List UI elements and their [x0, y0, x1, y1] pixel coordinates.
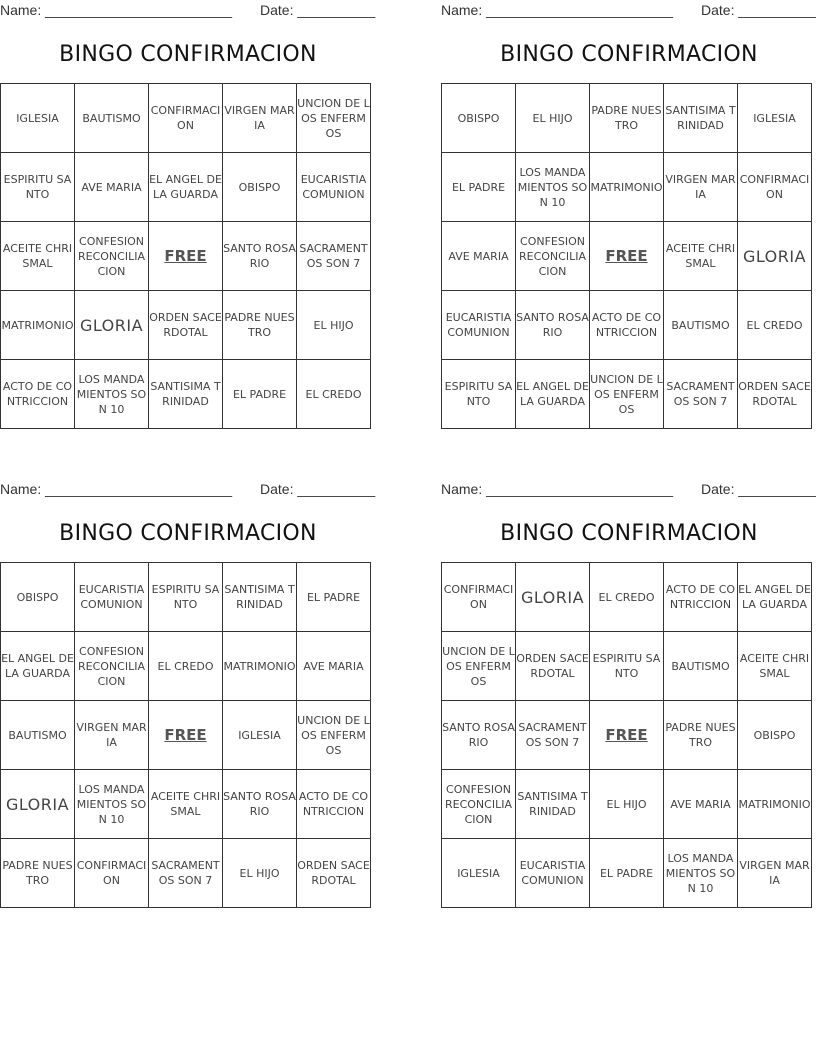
bingo-row [1, 701, 371, 770]
bingo-cell[interactable]: LOS MANDAMIENTOS SON 10 [75, 360, 149, 429]
bingo-cell[interactable]: EL ANGEL DE LA GUARDA [738, 563, 812, 632]
bingo-row [1, 839, 371, 908]
bingo-cell[interactable]: EL HIJO [516, 84, 590, 153]
bingo-free-cell[interactable]: FREE [590, 701, 664, 770]
bingo-row [1, 360, 371, 429]
bingo-cell[interactable]: CONFIRMACION [75, 839, 149, 908]
bingo-row [442, 563, 812, 632]
bingo-cell[interactable]: SACRAMENTOS SON 7 [516, 701, 590, 770]
date-field[interactable]: Date: __________ [260, 481, 376, 497]
bingo-cell[interactable]: LOS MANDAMIENTOS SON 10 [516, 153, 590, 222]
bingo-cell[interactable]: UNCION DE LOS ENFERMOS [590, 360, 664, 429]
bingo-cell[interactable]: MATRIMONIO [1, 291, 75, 360]
bingo-cell[interactable]: SANTO ROSARIO [223, 770, 297, 839]
bingo-row [442, 291, 812, 360]
bingo-cell[interactable]: MATRIMONIO [223, 632, 297, 701]
bingo-cell[interactable]: AVE MARIA [75, 153, 149, 222]
bingo-cell[interactable]: EL CREDO [738, 291, 812, 360]
bingo-row [1, 222, 371, 291]
bingo-cell[interactable]: IGLESIA [223, 701, 297, 770]
bingo-cell[interactable]: PADRE NUESTRO [1, 839, 75, 908]
bingo-cell[interactable]: ACEITE CHRISMAL [149, 770, 223, 839]
bingo-row [442, 701, 812, 770]
bingo-cell[interactable]: SACRAMENTOS SON 7 [297, 222, 371, 291]
bingo-cell[interactable]: AVE MARIA [297, 632, 371, 701]
bingo-cell[interactable]: SANTO ROSARIO [442, 701, 516, 770]
date-field[interactable]: Date: __________ [701, 2, 816, 18]
bingo-cell[interactable]: ORDEN SACERDOTAL [149, 291, 223, 360]
bingo-cell[interactable]: CONFIRMACION [738, 153, 812, 222]
bingo-cell[interactable]: IGLESIA [1, 84, 75, 153]
bingo-cell[interactable]: ACEITE CHRISMAL [1, 222, 75, 291]
bingo-cell[interactable]: UNCION DE LOS ENFERMOS [297, 84, 371, 153]
bingo-cell[interactable]: ACTO DE CONTRICCION [297, 770, 371, 839]
bingo-grid [0, 83, 371, 429]
date-field[interactable]: Date: __________ [701, 481, 816, 497]
bingo-cell[interactable]: EL PADRE [223, 360, 297, 429]
bingo-cell[interactable]: EL CREDO [149, 632, 223, 701]
bingo-cell[interactable]: CONFIRMACION [149, 84, 223, 153]
bingo-cell[interactable]: ACEITE CHRISMAL [664, 222, 738, 291]
bingo-cell[interactable]: GLORIA [516, 563, 590, 632]
date-field[interactable]: Date: __________ [260, 2, 376, 18]
bingo-cell[interactable]: ACTO DE CONTRICCION [664, 563, 738, 632]
bingo-cell[interactable]: EL HIJO [223, 839, 297, 908]
bingo-row [1, 153, 371, 222]
card-title: BINGO CONFIRMACION [59, 521, 317, 546]
bingo-cell[interactable]: ESPIRITU SANTO [442, 360, 516, 429]
bingo-row [1, 632, 371, 701]
card-title: BINGO CONFIRMACION [500, 521, 758, 546]
bingo-cell[interactable]: EL CREDO [590, 563, 664, 632]
name-date-row [0, 0, 376, 20]
name-date-row [441, 0, 816, 20]
bingo-cell[interactable]: BAUTISMO [664, 632, 738, 701]
bingo-cell[interactable]: GLORIA [738, 222, 812, 291]
bingo-cell[interactable]: BAUTISMO [664, 291, 738, 360]
bingo-free-cell[interactable]: FREE [149, 222, 223, 291]
bingo-cell[interactable]: VIRGEN MARIA [664, 153, 738, 222]
bingo-cell[interactable]: SANTISIMA TRINIDAD [223, 563, 297, 632]
card-title: BINGO CONFIRMACION [59, 42, 317, 67]
bingo-row [442, 360, 812, 429]
bingo-cell[interactable]: EUCARISTIA COMUNION [75, 563, 149, 632]
bingo-cell[interactable]: EUCARISTIA COMUNION [516, 839, 590, 908]
bingo-cell[interactable]: UNCION DE LOS ENFERMOS [297, 701, 371, 770]
bingo-row [1, 563, 371, 632]
bingo-cell[interactable]: IGLESIA [442, 839, 516, 908]
bingo-cell[interactable]: VIRGEN MARIA [223, 84, 297, 153]
bingo-cell[interactable]: PADRE NUESTRO [590, 84, 664, 153]
bingo-cell[interactable]: SANTISIMA TRINIDAD [149, 360, 223, 429]
bingo-cell[interactable]: ORDEN SACERDOTAL [297, 839, 371, 908]
bingo-cell[interactable]: VIRGEN MARIA [738, 839, 812, 908]
bingo-cell[interactable]: CONFESION RECONCILIACION [442, 770, 516, 839]
bingo-cell[interactable]: BAUTISMO [1, 701, 75, 770]
bingo-cell[interactable]: CONFESION RECONCILIACION [75, 632, 149, 701]
bingo-row [1, 291, 371, 360]
bingo-cell[interactable]: ESPIRITU SANTO [149, 563, 223, 632]
bingo-cell[interactable]: PADRE NUESTRO [664, 701, 738, 770]
bingo-cell[interactable]: CONFESION RECONCILIACION [75, 222, 149, 291]
bingo-cell[interactable]: OBISPO [738, 701, 812, 770]
bingo-cell[interactable]: PADRE NUESTRO [223, 291, 297, 360]
bingo-cell[interactable]: EL PADRE [442, 153, 516, 222]
bingo-cell[interactable]: GLORIA [75, 291, 149, 360]
bingo-cell[interactable]: ACEITE CHRISMAL [738, 632, 812, 701]
bingo-cell[interactable]: ACTO DE CONTRICCION [1, 360, 75, 429]
bingo-cell[interactable]: EL CREDO [297, 360, 371, 429]
name-field[interactable]: Name: ________________________ [0, 2, 232, 18]
bingo-row [442, 839, 812, 908]
name-field[interactable]: Name: ________________________ [441, 2, 673, 18]
bingo-row [442, 632, 812, 701]
bingo-cell[interactable]: EL PADRE [297, 563, 371, 632]
name-field[interactable]: Name: ________________________ [0, 481, 232, 497]
bingo-cell[interactable]: LOS MANDAMIENTOS SON 10 [664, 839, 738, 908]
bingo-cell[interactable]: GLORIA [1, 770, 75, 839]
bingo-row [442, 770, 812, 839]
bingo-cell[interactable]: ESPIRITU SANTO [1, 153, 75, 222]
bingo-cell[interactable]: SANTISIMA TRINIDAD [516, 770, 590, 839]
bingo-cell[interactable]: UNCION DE LOS ENFERMOS [442, 632, 516, 701]
bingo-grid [0, 562, 371, 908]
bingo-cell[interactable]: EL ANGEL DE LA GUARDA [149, 153, 223, 222]
bingo-grid [441, 562, 812, 908]
bingo-cell[interactable]: AVE MARIA [664, 770, 738, 839]
bingo-cell[interactable]: ORDEN SACERDOTAL [516, 632, 590, 701]
bingo-cell[interactable]: BAUTISMO [75, 84, 149, 153]
bingo-row [1, 84, 371, 153]
bingo-cell[interactable]: IGLESIA [738, 84, 812, 153]
bingo-cell[interactable]: ORDEN SACERDOTAL [738, 360, 812, 429]
bingo-cell[interactable]: OBISPO [442, 84, 516, 153]
bingo-cell[interactable]: EL HIJO [590, 770, 664, 839]
card-title: BINGO CONFIRMACION [500, 42, 758, 67]
name-date-row [441, 479, 816, 499]
bingo-cell[interactable]: EL ANGEL DE LA GUARDA [1, 632, 75, 701]
name-field[interactable]: Name: ________________________ [441, 481, 673, 497]
bingo-cell[interactable]: AVE MARIA [442, 222, 516, 291]
bingo-cell[interactable]: CONFIRMACION [442, 563, 516, 632]
bingo-cell[interactable]: MATRIMONIO [590, 153, 664, 222]
bingo-row [442, 84, 812, 153]
bingo-row [442, 222, 812, 291]
bingo-cell[interactable]: OBISPO [223, 153, 297, 222]
bingo-cell[interactable]: EUCARISTIA COMUNION [442, 291, 516, 360]
bingo-grid [441, 83, 812, 429]
bingo-cell[interactable]: EL HIJO [297, 291, 371, 360]
bingo-row [442, 153, 812, 222]
bingo-cell[interactable]: SANTO ROSARIO [223, 222, 297, 291]
bingo-cell[interactable]: EL PADRE [590, 839, 664, 908]
bingo-cell[interactable]: ACTO DE CONTRICCION [590, 291, 664, 360]
bingo-cell[interactable]: ESPIRITU SANTO [590, 632, 664, 701]
bingo-cell[interactable]: LOS MANDAMIENTOS SON 10 [75, 770, 149, 839]
bingo-cell[interactable]: SACRAMENTOS SON 7 [664, 360, 738, 429]
bingo-cell[interactable]: SACRAMENTOS SON 7 [149, 839, 223, 908]
bingo-cell[interactable]: MATRIMONIO [738, 770, 812, 839]
bingo-row [1, 770, 371, 839]
bingo-cell[interactable]: EL ANGEL DE LA GUARDA [516, 360, 590, 429]
bingo-cell[interactable]: SANTO ROSARIO [516, 291, 590, 360]
name-date-row [0, 479, 376, 499]
bingo-cell[interactable]: CONFESION RECONCILIACION [516, 222, 590, 291]
bingo-free-cell[interactable]: FREE [149, 701, 223, 770]
bingo-cell[interactable]: EUCARISTIA COMUNION [297, 153, 371, 222]
bingo-cell[interactable]: SANTISIMA TRINIDAD [664, 84, 738, 153]
bingo-cell[interactable]: OBISPO [1, 563, 75, 632]
bingo-cell[interactable]: VIRGEN MARIA [75, 701, 149, 770]
bingo-free-cell[interactable]: FREE [590, 222, 664, 291]
